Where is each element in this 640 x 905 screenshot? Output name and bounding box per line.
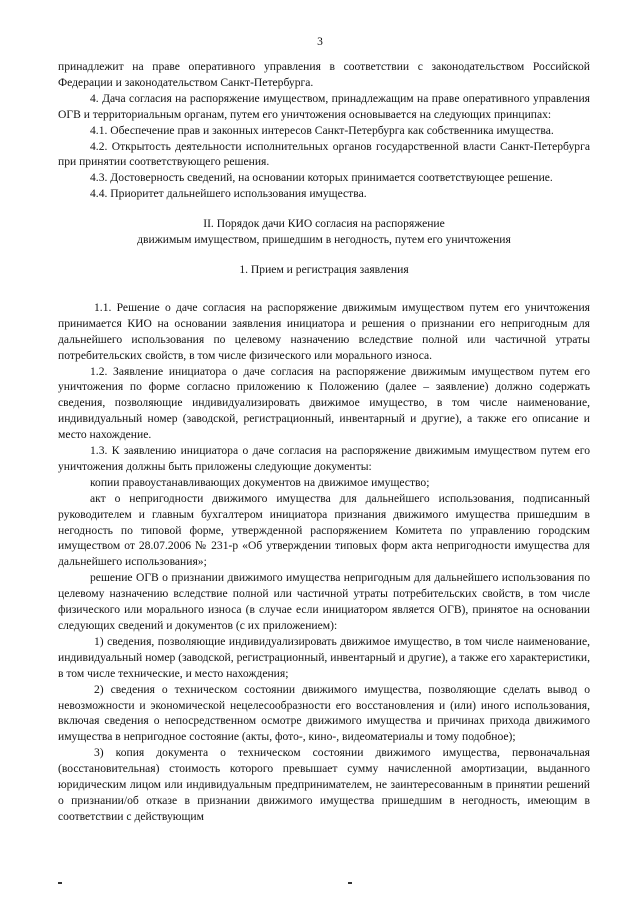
scan-mark xyxy=(58,882,62,884)
paragraph: 1.1. Решение о даче согласия на распоряжение движимым имуществом путем его уничтожения принимается КИО на основании заявления инициатора и решения о признании его непригодным для дальнейшего использования по целевому назначению вследствие полной или частичной утраты потребительских свойств, в том числе физического или морального износа. xyxy=(58,300,590,362)
paragraph: 4.4. Приоритет дальнейшего использования имущества. xyxy=(90,187,367,201)
scan-mark xyxy=(348,882,352,884)
paragraph: 4. Дача согласия на распоряжение имуществом, принадлежащим на праве оперативного управления ОГВ и территориальным органам, путем его уничтожения основывается на следующих принципах: xyxy=(58,91,590,121)
subsection-heading: 1. Прием и регистрация заявления xyxy=(239,262,409,276)
paragraph: 3) копия документа о техническом состоянии движимого имущества, первоначальная (восстановительная) стоимость которого превышает сумму начисленной амортизации, выданного юридическим лицом или индивидуальным предпринимателем, не заинтересованным в принятии решений о признании/об отказе в признании движимого имущества пришедшим в негодность, имеющим в соответствии с действующим xyxy=(58,746,590,823)
paragraph: акт о непригодности движимого имущества для дальнейшего использования, подписанный руководителем и главным бухгалтером инициатора признания движимого имущества пришедшим в негодность по типовой форме, утвержденной распоряжением Комитета по управлению городским имуществом от 28.07.2006 № 231-р «Об утверждении типовых форм акта непригодности имущества для дальнейшего использования»; xyxy=(58,491,590,569)
paragraph: 4.2. Открытость деятельности исполнительных органов государственной власти Санкт-Петербурга при принятии соответствующего решения. xyxy=(58,139,590,169)
section-heading-line1: II. Порядок дачи КИО согласия на распоряжение xyxy=(203,217,445,231)
page-number: 3 xyxy=(317,36,323,48)
paragraph: принадлежит на праве оперативного управления в соответствии с законодательством Российской Федерации и законодательством Санкт-Петербурга. xyxy=(58,60,590,89)
paragraph: 1.3. К заявлению инициатора о даче согласия на распоряжение движимым имуществом путем его уничтожения должны быть приложены следующие документы: xyxy=(58,444,590,473)
paragraph: копии правоустанавливающих документов на движимое имущество; xyxy=(90,475,430,489)
document-body xyxy=(58,59,590,825)
paragraph: 4.3. Достоверность сведений, на основании которых принимается соответствующее решение. xyxy=(90,171,553,185)
paragraph: 4.1. Обеспечение прав и законных интересов Санкт-Петербурга как собственника имущества. xyxy=(90,123,554,137)
paragraph: решение ОГВ о признании движимого имущества непригодным для дальнейшего использования по целевому назначению вследствие полной или частичной утраты потребительских свойств, в том числе физического или морального износа (в случае если инициатором является ОГВ), принятое на основании следующих сведений и документов (с их приложением): xyxy=(58,571,590,632)
paragraph: 1.2. Заявление инициатора о даче согласия на распоряжение движимым имуществом путем его уничтожения по форме согласно приложению к Положению (далее – заявление) должно содержать сведения, позволяющие индивидуализировать движимое имущество, в том числе наименование, индивидуальный номер (заводской, регистрационный, инвентарный и другие), а также его описание и место нахождение. xyxy=(58,364,590,442)
paragraph: 1) сведения, позволяющие индивидуализировать движимое имущество, в том числе наименование, индивидуальный номер (заводской, регистрационный, инвентарный и другие), а также его характеристики, в том числе технические, и место нахождения; xyxy=(58,634,590,680)
scan-marks xyxy=(0,882,640,888)
paragraph: 2) сведения о техническом состоянии движимого имущества, позволяющие сделать вывод о невозможности и экономической нецелесообразности его восстановления и (или) иного использования, включая сведения о непосредственном осмотре движимого имущества и причинах прихода движимого имущества в непригодное состояние (акты, фото-, кино-, видеоматериалы и тому подобное); xyxy=(58,682,590,744)
section-heading-line2: движимым имуществом, пришедшим в негодность, путем его уничтожения xyxy=(137,233,511,247)
